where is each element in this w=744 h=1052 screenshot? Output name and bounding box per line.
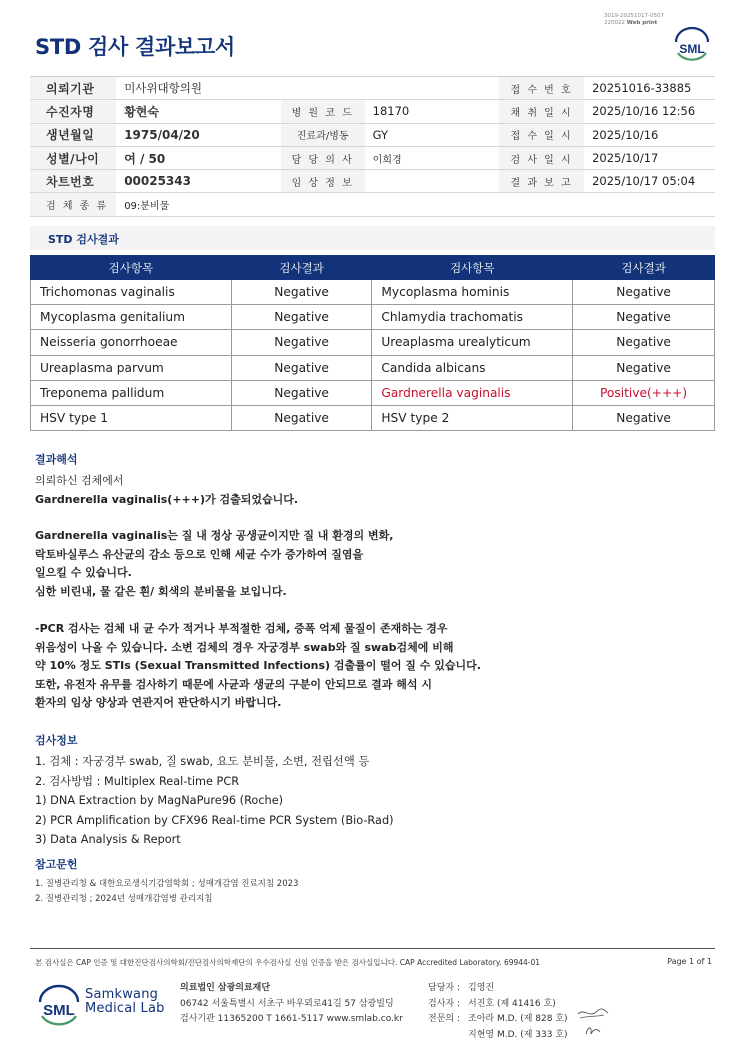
- requester-label: 의뢰기관: [30, 77, 116, 100]
- hospital-code-label: 병 원 코 드: [281, 100, 365, 123]
- test-result: Negative: [231, 330, 372, 355]
- test-result: Negative: [573, 405, 715, 430]
- sml-logo-icon: [672, 26, 712, 62]
- staff-list: [428, 981, 568, 1043]
- tested-value: 2025/10/17: [584, 146, 715, 169]
- results-table: [30, 255, 715, 431]
- organization-info: 의료법인 삼광의료재단 06742 서울특별시 서초구 바우뫼로41길 57 삼광빌딩 검사기관 11365200 T 1661-5117 www.smlab.co.kr: [180, 983, 403, 1024]
- staff-row: 담당자 : 김영진: [428, 983, 495, 993]
- interpretation-title: 결과해석: [35, 453, 78, 466]
- test-item: Treponema pallidum: [31, 380, 232, 405]
- received-value: 2025/10/16: [584, 123, 715, 146]
- references-title: 참고문헌: [35, 858, 78, 871]
- staff-row: 전문의 : 조아라 M.D. (제 828 호): [428, 1014, 568, 1024]
- sexage-value: 여 / 50: [116, 146, 281, 169]
- sml-logo-text: SML: [679, 42, 705, 56]
- info-row: [30, 170, 715, 193]
- interpretation-paragraph-2: Gardnerella vaginalis는 질 내 정상 공생균이지만 질 내 환경의 변화, 락토바실루스 유산균의 감소 등으로 인해 세균 수가 증가하여 질염을 일으킬 수 있습니다. 심한 비린내, 물 같은 흰/ 회색의 분비물을 보입니다.: [35, 529, 394, 598]
- doctor-value: 이희경: [365, 146, 499, 169]
- dept-value: GY: [365, 123, 499, 146]
- test-item: HSV type 1: [31, 405, 232, 430]
- hospital-code-value: 18170: [365, 100, 499, 123]
- collection-value: 2025/10/16 12:56: [584, 100, 715, 123]
- test-item: Trichomonas vaginalis: [31, 280, 232, 305]
- dob-value: 1975/04/20: [116, 123, 281, 146]
- test-result: Negative: [573, 280, 715, 305]
- references-list: 1. 질병관리청 & 대한요로생식기감염학회 ; 성매개감염 진료지침 2023 2. 질병관리청 ; 2024년 성매개감염병 관리지침: [35, 879, 299, 904]
- table-row: [31, 280, 715, 305]
- results-header-row: [31, 256, 715, 280]
- document-code: 3019-20251017-0507 220022 Web print: [604, 13, 664, 26]
- test-item: HSV type 2: [372, 405, 573, 430]
- col-header-item: 검사항목: [372, 256, 573, 280]
- patient-label: 수진자명: [30, 100, 116, 123]
- sexage-label: 성별/나이: [30, 146, 116, 169]
- info-row: [30, 146, 715, 169]
- col-header-result: 검사결과: [573, 256, 715, 280]
- received-label: 접 수 일 시: [499, 123, 584, 146]
- interpretation-paragraph-1: 의뢰하신 검체에서 Gardnerella vaginalis(+++)가 검출되었습니다.: [35, 474, 299, 506]
- test-item-positive: Gardnerella vaginalis: [372, 380, 573, 405]
- sml-logo-text: SML: [43, 1002, 75, 1019]
- specimen-label: 검 체 종 류: [30, 193, 116, 216]
- table-row: [31, 330, 715, 355]
- test-item: Neisseria gonorrhoeae: [31, 330, 232, 355]
- accreditation-note: 본 검사실은 CAP 인증 및 대한진단검사의학회/진단검사의학재단의 우수검사실 신임 인증을 받은 검사실입니다. CAP Accredited Laboratory. 69944-01: [35, 958, 541, 967]
- table-row: [31, 405, 715, 430]
- reported-value: 2025/10/17 05:04: [584, 170, 715, 193]
- test-item: Mycoplasma hominis: [372, 280, 573, 305]
- clinical-label: 임 상 정 보: [281, 170, 365, 193]
- test-result: Negative: [231, 305, 372, 330]
- table-row: [31, 355, 715, 380]
- signature-icon: [574, 1004, 612, 1040]
- brand-name: Samkwang Medical Lab: [85, 987, 165, 1016]
- chart-label: 차트번호: [30, 170, 116, 193]
- test-info-list: 1. 검체 : 자궁경부 swab, 질 swab, 요도 분비물, 소변, 전립선액 등 2. 검사방법 : Multiplex Real-time PCR 1) DNA Extraction by MagNaPure96 (Roche) 2) PCR Amplification by CFX96 Real-time PCR System (Bio-Rad) 3) Data Analysis & Report: [35, 755, 394, 846]
- info-row: [30, 193, 715, 216]
- requester-value: 미사위대항의원: [116, 77, 499, 100]
- page-number: Page 1 of 1: [667, 957, 712, 966]
- test-result-positive: Positive(+++): [573, 380, 715, 405]
- reception-no-label: 접 수 번 호: [499, 77, 584, 100]
- page-title: STD 검사 결과보고서: [35, 35, 235, 59]
- patient-info-table: [30, 76, 715, 217]
- test-item: Chlamydia trachomatis: [372, 305, 573, 330]
- doctor-label: 담 당 의 사: [281, 146, 365, 169]
- info-row: [30, 123, 715, 146]
- staff-row: 검사자 : 서진호 (제 41416 호): [428, 998, 556, 1009]
- test-result: Negative: [231, 355, 372, 380]
- test-result: Negative: [573, 330, 715, 355]
- col-header-result: 검사결과: [231, 256, 372, 280]
- col-header-item: 검사항목: [31, 256, 232, 280]
- test-result: Negative: [231, 380, 372, 405]
- table-row: [31, 380, 715, 405]
- clinical-value: [365, 170, 499, 193]
- dept-label: 진료과/병동: [281, 123, 365, 146]
- test-result: Negative: [573, 305, 715, 330]
- patient-value: 황현숙: [116, 100, 281, 123]
- interpretation-paragraph-3: -PCR 검사는 검체 내 균 수가 적거나 부적절한 검체, 증폭 억제 물질이 존재하는 경우 위음성이 나올 수 있습니다. 소변 검체의 경우 자궁경부 swab와 질 swab검체에 비해 약 10% 정도 STIs (Sexual Transmitted Infections) 검출률이 떨어 질 수 있습니다. 또한, 유전자 유무를 검사하기 때문에 사균과 생균의 구분이 안되므로 결과 해석 시 환자의 임상 양상과 연관지어 판단하시기 바랍니다.: [35, 622, 481, 709]
- dob-label: 생년월일: [30, 123, 116, 146]
- table-row: [31, 305, 715, 330]
- test-item: Candida albicans: [372, 355, 573, 380]
- test-result: Negative: [231, 280, 372, 305]
- sml-logo-icon: [36, 983, 82, 1027]
- test-item: Mycoplasma genitalium: [31, 305, 232, 330]
- reported-label: 결 과 보 고: [499, 170, 584, 193]
- test-result: Negative: [231, 405, 372, 430]
- specimen-value: 09:분비물: [116, 193, 715, 216]
- footer-divider: [30, 948, 715, 949]
- info-row: [30, 77, 715, 100]
- test-item: Ureaplasma urealyticum: [372, 330, 573, 355]
- staff-row: 지현영 M.D. (제 333 호): [468, 1029, 568, 1040]
- test-info-title: 검사정보: [35, 734, 78, 747]
- results-section-title: STD 검사결과: [30, 226, 715, 250]
- reception-no-value: 20251016-33885: [584, 77, 715, 100]
- test-item: Ureaplasma parvum: [31, 355, 232, 380]
- test-result: Negative: [573, 355, 715, 380]
- tested-label: 검 사 일 시: [499, 146, 584, 169]
- info-row: [30, 100, 715, 123]
- chart-value: 00025343: [116, 170, 281, 193]
- collection-label: 채 취 일 시: [499, 100, 584, 123]
